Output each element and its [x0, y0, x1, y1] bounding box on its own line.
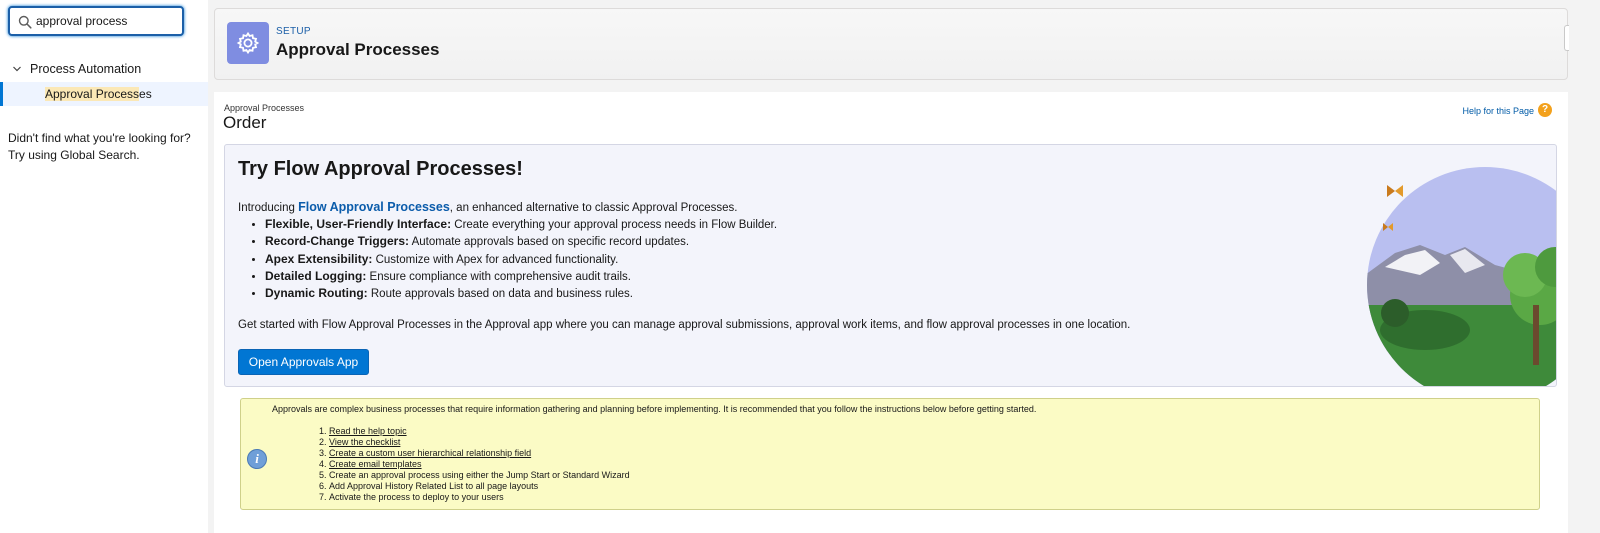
- butterfly-icon: [1387, 185, 1403, 197]
- setup-kicker: SETUP: [276, 26, 311, 37]
- sidebar-item-approval-processes[interactable]: [0, 82, 208, 106]
- info-box: [240, 398, 1540, 510]
- steps-list: [319, 426, 630, 503]
- list-item: [265, 285, 777, 302]
- chevron-down-icon[interactable]: [12, 64, 22, 74]
- help-icon[interactable]: ?: [1538, 103, 1552, 117]
- breadcrumb: Approval Processes: [224, 103, 305, 113]
- list-item: [319, 459, 630, 470]
- list-item: [319, 470, 630, 481]
- flow-approval-link[interactable]: Flow Approval Processes: [298, 200, 450, 214]
- list-item: [319, 492, 630, 503]
- feature-name: Record-Change Triggers:: [265, 234, 410, 249]
- tree-header-label: Process Automation: [30, 62, 142, 76]
- not-found-line1: Didn't find what you're looking for?: [8, 131, 191, 145]
- not-found-line2: Try using Global Search.: [8, 147, 140, 162]
- feature-name: Detailed Logging:: [265, 268, 367, 283]
- feature-name: Flexible, User-Friendly Interface:: [265, 217, 452, 231]
- list-item: [319, 448, 630, 459]
- get-started-text: Get started with Flow Approval Processes in the Approval app where you can manage approval submissions, approval work items, and flow approval processes in one location.: [238, 319, 1131, 331]
- object-title: Order: [223, 113, 267, 132]
- quick-find-input[interactable]: [36, 12, 176, 30]
- info-icon: i: [247, 449, 267, 469]
- sidebar-item-label-rest: es: [139, 87, 152, 101]
- step-text: Activate the process to deploy to your users: [329, 492, 504, 502]
- open-approvals-app-button[interactable]: Open Approvals App: [238, 349, 369, 375]
- content-panel: [214, 92, 1568, 533]
- feature-desc: Create everything your approval process needs in Flow Builder.: [451, 219, 778, 231]
- feature-desc: Customize with Apex for advanced functionality.: [372, 253, 619, 266]
- search-match-highlight: Approval Process: [45, 87, 140, 101]
- setup-header: [214, 8, 1568, 80]
- promo-intro: [238, 200, 737, 214]
- step-link[interactable]: View the checklist: [329, 437, 401, 447]
- search-icon: [18, 15, 32, 29]
- list-item: [265, 216, 777, 233]
- quick-find-box[interactable]: [8, 6, 184, 36]
- feature-list: [265, 216, 777, 302]
- step-text: Add Approval History Related List to all page layouts: [329, 481, 539, 491]
- list-item: [319, 437, 630, 448]
- list-item: [265, 233, 777, 250]
- panel-edge-handle[interactable]: [1564, 25, 1569, 51]
- gear-icon: [227, 22, 269, 64]
- setup-sidebar: [0, 0, 208, 533]
- step-link[interactable]: Create a custom user hierarchical relationship field: [329, 448, 532, 458]
- landscape-illustration: [1365, 155, 1557, 387]
- promo-intro-suffix: , an enhanced alternative to classic Approval Processes.: [449, 202, 738, 214]
- list-item: [265, 268, 777, 285]
- feature-name: Apex Extensibility:: [265, 251, 373, 266]
- step-link[interactable]: Create email templates: [329, 459, 422, 469]
- flow-approval-promo: [224, 144, 1557, 387]
- not-found-hint: [8, 130, 198, 163]
- feature-desc: Ensure compliance with comprehensive audit trails.: [366, 270, 631, 283]
- feature-name: Dynamic Routing:: [265, 286, 368, 301]
- list-item: [319, 426, 630, 437]
- help-link[interactable]: Help for this Page: [1462, 106, 1534, 116]
- tree-group-process-automation: [0, 58, 208, 101]
- step-text: Create an approval process using either the Jump Start or Standard Wizard: [329, 470, 630, 480]
- feature-desc: Route approvals based on data and business rules.: [367, 288, 633, 301]
- list-item: [319, 481, 630, 492]
- promo-title: Try Flow Approval Processes!: [238, 158, 523, 180]
- feature-desc: Automate approvals based on specific record updates.: [409, 236, 690, 249]
- promo-intro-prefix: Introducing: [238, 202, 299, 214]
- step-link[interactable]: Read the help topic: [329, 426, 407, 436]
- info-message: Approvals are complex business processes that require information gathering and planning before implementing. It is recommended that you follow the instructions below before getting started.: [272, 404, 1037, 414]
- list-item: [265, 251, 777, 268]
- page-title: Approval Processes: [276, 40, 440, 59]
- tree-header-process-automation[interactable]: [0, 58, 208, 80]
